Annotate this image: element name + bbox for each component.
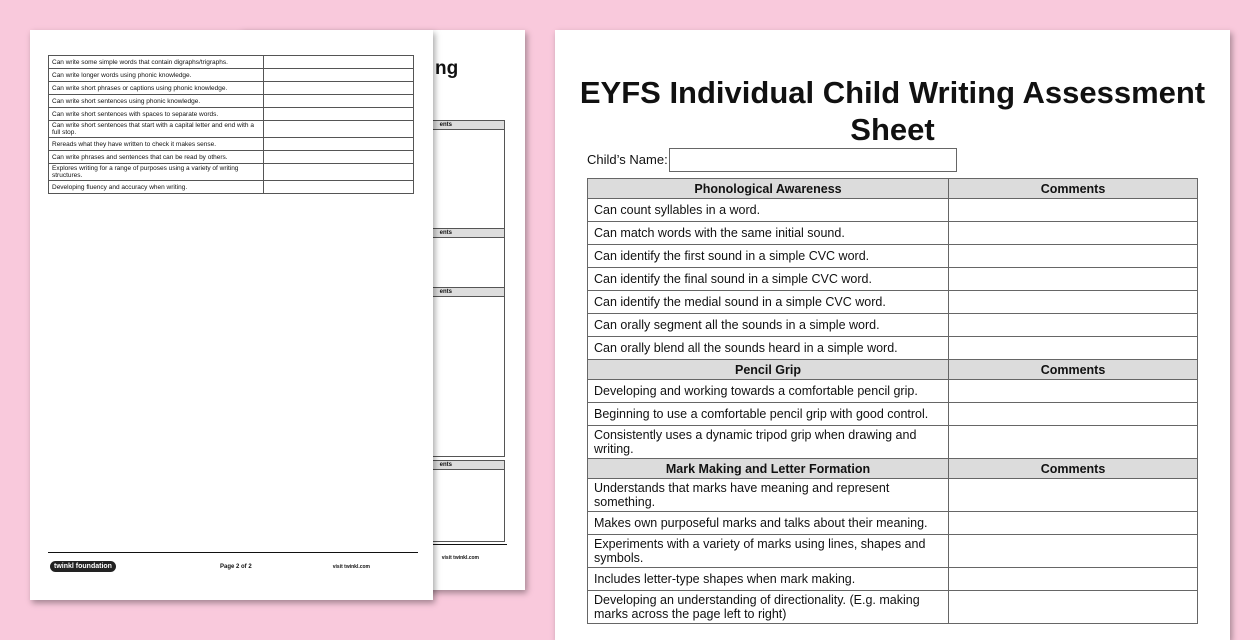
footer-site: visit twinkl.com <box>332 564 370 570</box>
table-row <box>49 69 414 82</box>
comment-cell[interactable] <box>949 314 1198 337</box>
page-title: EYFS Individual Child Writing Assessment Sheet <box>579 75 1206 147</box>
criterion: Can write short sentences using phonic knowledge. <box>49 95 264 108</box>
table-row <box>588 222 1198 245</box>
section-title: Pencil Grip <box>588 360 949 380</box>
table-row <box>49 56 414 69</box>
comment-cell[interactable] <box>264 138 414 151</box>
table-row <box>588 314 1198 337</box>
table-row <box>588 291 1198 314</box>
table-row <box>49 121 414 138</box>
comment-cell[interactable] <box>949 222 1198 245</box>
criterion: Can write longer words using phonic knowledge. <box>49 69 264 82</box>
back-table-header: ents <box>390 460 505 470</box>
criterion: Can match words with the same initial sound. <box>588 222 949 245</box>
table-row <box>588 535 1198 568</box>
back-table-header: ents <box>390 120 505 130</box>
table-row <box>588 199 1198 222</box>
criterion: Consistently uses a dynamic tripod grip when drawing and writing. <box>588 426 949 459</box>
table-row <box>49 95 414 108</box>
child-name-field[interactable] <box>669 148 957 172</box>
table-row <box>49 82 414 95</box>
comment-cell[interactable] <box>264 82 414 95</box>
comment-cell[interactable] <box>949 535 1198 568</box>
table-row <box>49 151 414 164</box>
criterion: Can identify the final sound in a simple CVC word. <box>588 268 949 291</box>
comment-cell[interactable] <box>949 268 1198 291</box>
child-name-label: Child’s Name: <box>587 152 668 167</box>
comments-header: Comments <box>949 360 1198 380</box>
comment-cell[interactable] <box>264 56 414 69</box>
section-title: Mark Making and Letter Formation <box>588 459 949 479</box>
comment-cell[interactable] <box>264 181 414 194</box>
criterion: Can write short sentences with spaces to separate words. <box>49 108 264 121</box>
criterion: Can write short sentences that start with a capital letter and end with a full stop. <box>49 121 264 138</box>
comments-header: Comments <box>949 179 1198 199</box>
table-row <box>588 591 1198 624</box>
table-row <box>588 403 1198 426</box>
criterion: Can orally segment all the sounds in a simple word. <box>588 314 949 337</box>
criterion: Can count syllables in a word. <box>588 199 949 222</box>
criterion: Developing fluency and accuracy when writing. <box>49 181 264 194</box>
criterion: Experiments with a variety of marks using lines, shapes and symbols. <box>588 535 949 568</box>
comment-cell[interactable] <box>949 403 1198 426</box>
table-row <box>588 426 1198 459</box>
back-page-title: ng <box>435 58 459 79</box>
criterion: Can identify the first sound in a simple CVC word. <box>588 245 949 268</box>
criterion: Explores writing for a range of purposes using a variety of writing structures. <box>49 164 264 181</box>
criterion: Developing and working towards a comfortable pencil grip. <box>588 380 949 403</box>
section-header <box>588 179 1198 199</box>
table-row <box>588 479 1198 512</box>
criterion: Includes letter-type shapes when mark making. <box>588 568 949 591</box>
comment-cell[interactable] <box>264 95 414 108</box>
table-row <box>588 512 1198 535</box>
comments-header: Comments <box>949 459 1198 479</box>
table-row <box>588 337 1198 360</box>
page-footer <box>48 552 418 582</box>
comment-cell[interactable] <box>949 591 1198 624</box>
comment-cell[interactable] <box>264 121 414 138</box>
back-table-header: ents <box>390 228 505 238</box>
comment-cell[interactable] <box>949 380 1198 403</box>
table-row <box>588 568 1198 591</box>
section-header <box>588 360 1198 380</box>
table-row <box>588 268 1198 291</box>
comment-cell[interactable] <box>949 337 1198 360</box>
criterion: Can write short phrases or captions using phonic knowledge. <box>49 82 264 95</box>
assessment-sheet <box>555 30 1230 640</box>
criterion: Can identify the medial sound in a simple CVC word. <box>588 291 949 314</box>
comment-cell[interactable] <box>949 568 1198 591</box>
back-table-header: ents <box>390 287 505 297</box>
table-row <box>49 181 414 194</box>
criterion: Makes own purposeful marks and talks about their meaning. <box>588 512 949 535</box>
comment-cell[interactable] <box>949 426 1198 459</box>
criterion: Rereads what they have written to check it makes sense. <box>49 138 264 151</box>
comment-cell[interactable] <box>264 164 414 181</box>
criterion: Can write phrases and sentences that can be read by others. <box>49 151 264 164</box>
comment-cell[interactable] <box>949 512 1198 535</box>
back-footer: visit twinkl.com <box>390 544 507 572</box>
criterion: Can write some simple words that contain digraphs/trigraphs. <box>49 56 264 69</box>
table-row <box>49 108 414 121</box>
comment-cell[interactable] <box>949 199 1198 222</box>
comment-cell[interactable] <box>949 245 1198 268</box>
comment-cell[interactable] <box>264 151 414 164</box>
assessment-table <box>587 178 1198 624</box>
comment-cell[interactable] <box>264 69 414 82</box>
comment-cell[interactable] <box>264 108 414 121</box>
twinkl-logo: twinkl foundation <box>50 561 116 572</box>
table-row <box>588 380 1198 403</box>
writing-table <box>48 55 414 194</box>
section-header <box>588 459 1198 479</box>
criterion: Developing an understanding of directionality. (E.g. making marks across the page left to right) <box>588 591 949 624</box>
section-title: Phonological Awareness <box>588 179 949 199</box>
table-row <box>49 138 414 151</box>
criterion: Can orally blend all the sounds heard in a simple word. <box>588 337 949 360</box>
front-page <box>30 30 433 600</box>
criterion: Beginning to use a comfortable pencil grip with good control. <box>588 403 949 426</box>
criterion: Understands that marks have meaning and represent something. <box>588 479 949 512</box>
table-row <box>49 164 414 181</box>
table-row <box>588 245 1198 268</box>
page-number: Page 2 of 2 <box>220 564 252 570</box>
comment-cell[interactable] <box>949 479 1198 512</box>
comment-cell[interactable] <box>949 291 1198 314</box>
